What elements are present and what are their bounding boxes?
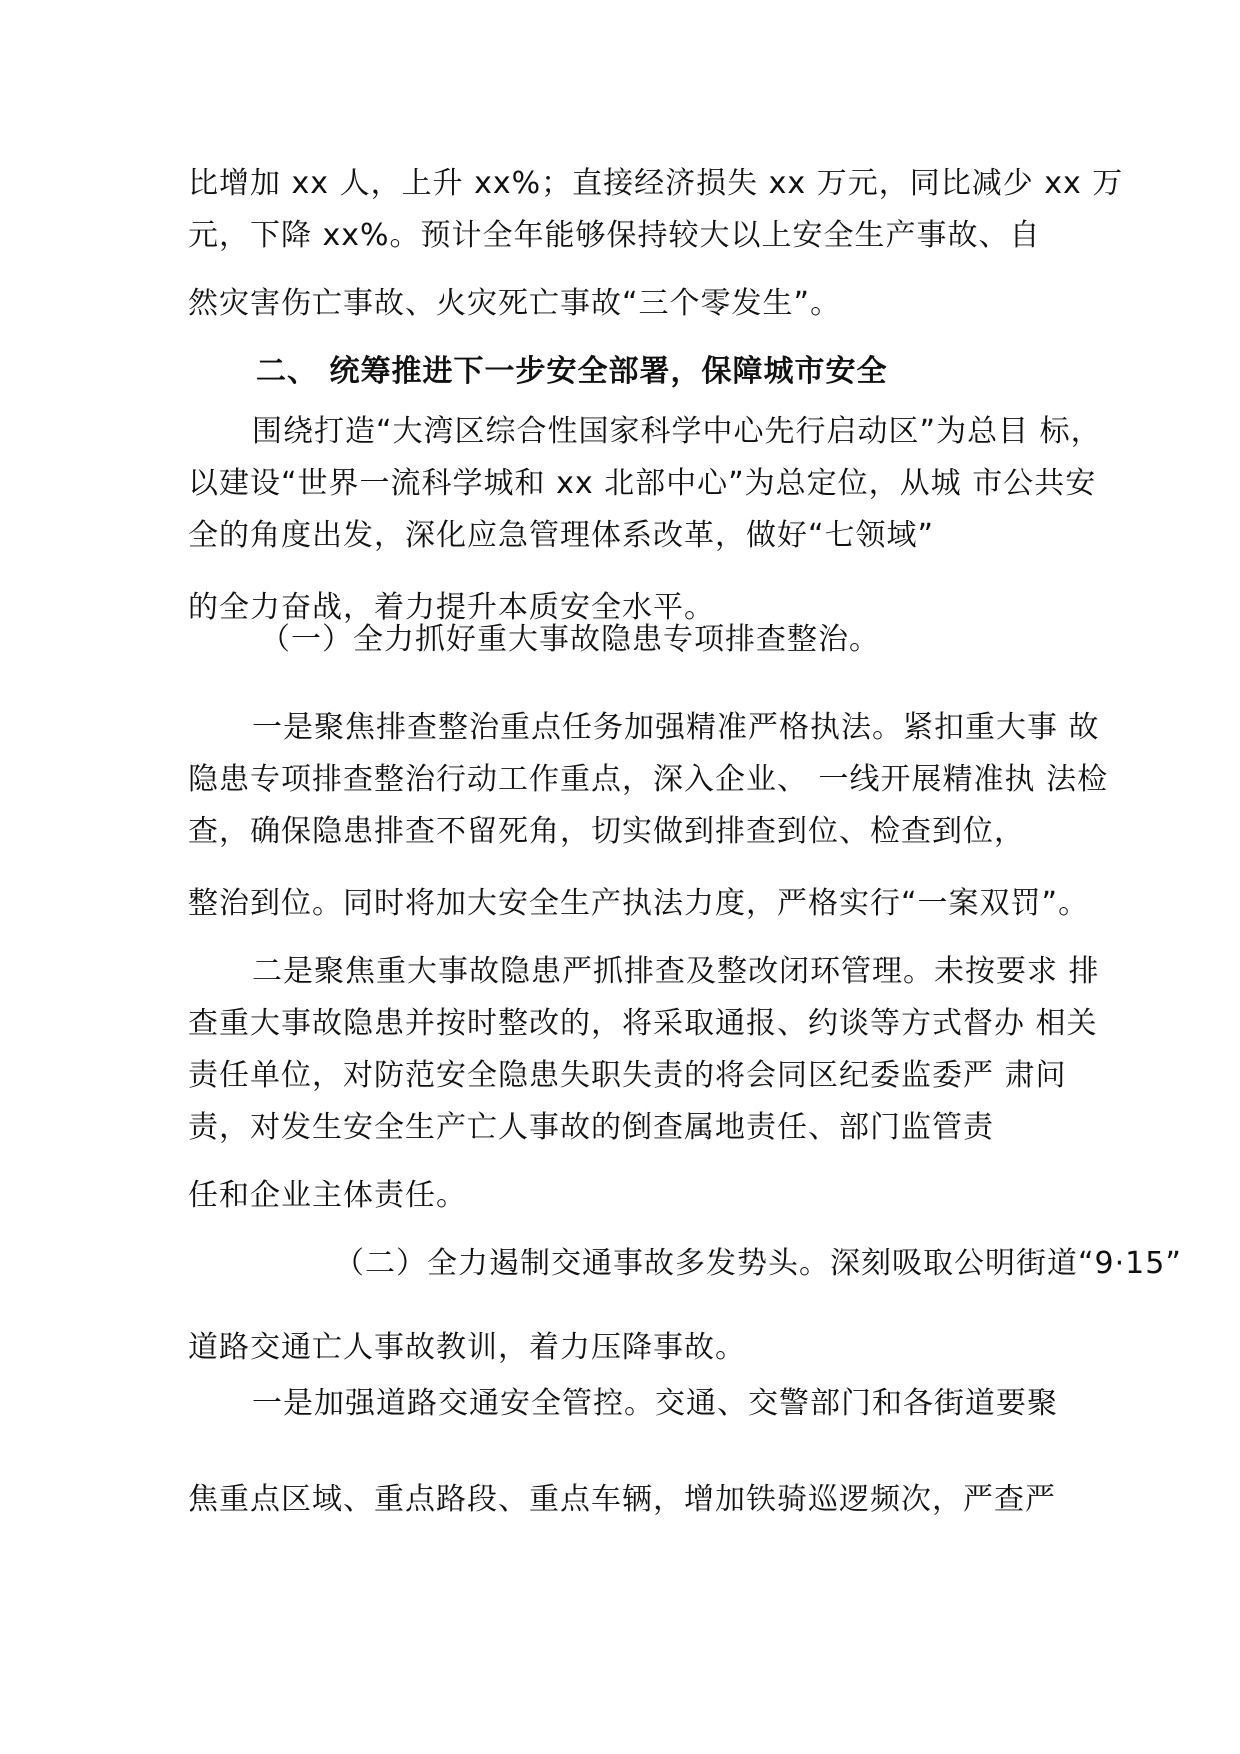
text-line: 元，下降 xx%。预计全年能够保持较大以上安全生产事故、自 <box>188 218 1041 253</box>
text-line: 一是聚焦排查整治重点任务加强精准严格执法。紧扣重大事 故 <box>252 710 1100 745</box>
text-line: 的全力奋战，着力提升本质安全水平。 <box>188 590 715 625</box>
subsection-heading: （一）全力抓好重大事故隐患专项排查整治。 <box>260 622 880 657</box>
text-line: 任和企业主体责任。 <box>188 1178 467 1213</box>
text-line: 责任单位，对防范安全隐患失职失责的将会同区纪委监委严 肃问 <box>188 1058 1067 1093</box>
text-line: 整治到位。同时将加大安全生产执法力度，严格实行“一案双罚”。 <box>188 886 1090 921</box>
text-line: 围绕打造“大湾区综合性国家科学中心先行启动区”为总目 标， <box>252 414 1102 449</box>
text-line: 然灾害伤亡事故、火灾死亡事故“三个零发生”。 <box>188 286 842 321</box>
text-line: 隐患专项排查整治行动工作重点，深入企业、 一线开展精准执 法检 <box>188 762 1109 797</box>
text-line: 以建设“世界一流科学城和 xx 北部中心”为总定位，从城 市公共安 <box>188 466 1097 501</box>
text-line: 比增加 xx 人，上升 xx%；直接经济损失 xx 万元，同比减少 xx 万 <box>188 166 1124 201</box>
text-line: 二是聚焦重大事故隐患严抓排查及整改闭环管理。未按要求 排 <box>252 954 1100 989</box>
text-line: 焦重点区域、重点路段、重点车辆，增加铁骑巡逻频次，严查严 <box>188 1482 1056 1517</box>
text-line: 道路交通亡人事故教训，着力压降事故。 <box>188 1330 746 1365</box>
text-line: 查重大事故隐患并按时整改的，将采取通报、约谈等方式督办 相关 <box>188 1006 1098 1041</box>
subsection-heading: （二）全力遏制交通事故多发势头。深刻吸取公明街道“9·15” <box>334 1246 1182 1281</box>
section-heading: 二、 统筹推进下一步安全部署，保障城市安全 <box>256 354 888 389</box>
text-line: 查，确保隐患排查不留死角，切实做到排查到位、检查到位， <box>188 814 1025 849</box>
text-line: 责，对发生安全生产亡人事故的倒查属地责任、部门监管责 <box>188 1110 994 1145</box>
text-line: 一是加强道路交通安全管控。交通、交警部门和各街道要聚 <box>252 1386 1058 1421</box>
text-line: 全的角度出发，深化应急管理体系改革，做好“七领域” <box>188 518 935 553</box>
